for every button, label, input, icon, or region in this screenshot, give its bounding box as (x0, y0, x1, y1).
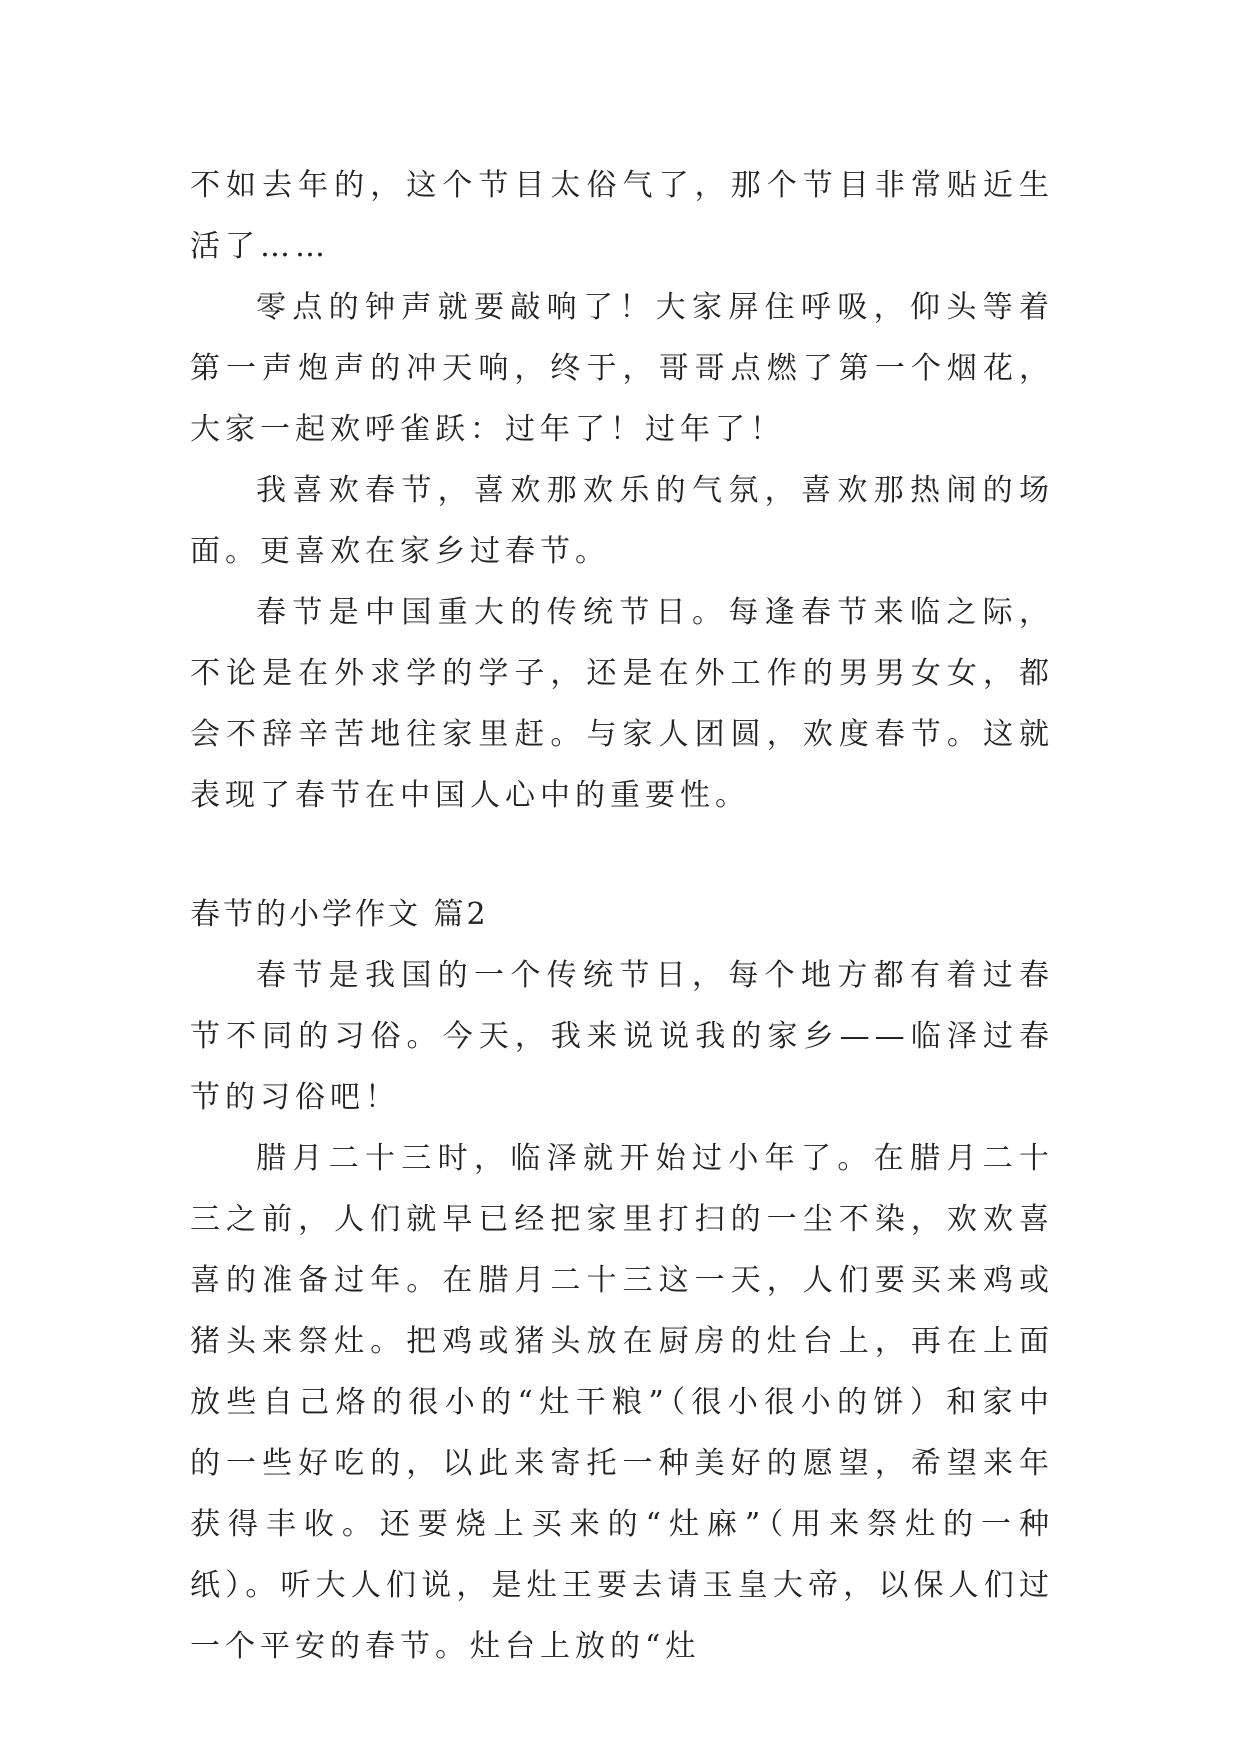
document-page (190, 155, 1054, 1677)
paragraph-4: 春节是中国重大的传统节日。每逢春节来临之际，不论是在外求学的学子，还是在外工作的男男女女，都会不辞辛苦地往家里赶。与家人团圆，欢度春节。这就表现了春节在中国人心中的重要性。 (190, 595, 1054, 813)
paragraph-2: 零点的钟声就要敲响了！大家屏住呼吸，仰头等着第一声炮声的冲天响，终于，哥哥点燃了第一个烟花，大家一起欢呼雀跃：过年了！过年了！ (190, 290, 1054, 447)
paragraph-6: 腊月二十三时，临泽就开始过小年了。在腊月二十三之前，人们就早已经把家里打扫的一尘不染，欢欢喜喜的准备过年。在腊月二十三这一天，人们要买来鸡或猪头来祭灶。把鸡或猪头放在厨房的灶台上，再在上面放些自己烙的很小的“灶干粮”（很小很小的饼）和家中的一些好吃的，以此来寄托一种美好的愿望，希望来年获得丰收。还要烧上买来的“灶麻”（用来祭灶的一种纸）。听大人们说，是灶王要去请玉皇大帝，以保人们过一个平安的春节。灶台上放的“灶 (190, 1141, 1054, 1664)
section-heading: 春节的小学作文 篇2 (190, 897, 489, 932)
paragraph-3: 我喜欢春节，喜欢那欢乐的气氛，喜欢那热闹的场面。更喜欢在家乡过春节。 (190, 473, 1054, 569)
paragraph-5: 春节是我国的一个传统节日，每个地方都有着过春节不同的习俗。今天，我来说说我的家乡——临泽过春节的习俗吧！ (190, 958, 1054, 1115)
paragraph-1: 不如去年的，这个节目太俗气了，那个节目非常贴近生活了…… (190, 168, 1054, 264)
